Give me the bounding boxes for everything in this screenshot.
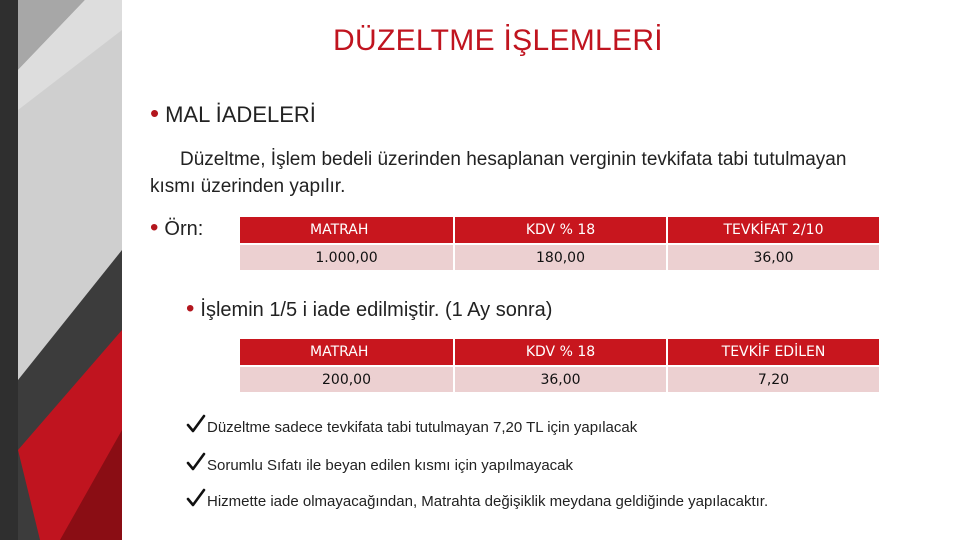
table-cell: 36,00 xyxy=(454,366,667,392)
table-cell: 1.000,00 xyxy=(240,244,454,270)
example-table-2 xyxy=(240,339,881,392)
description-paragraph xyxy=(150,146,890,200)
example-label xyxy=(150,214,203,242)
return-note xyxy=(186,295,552,323)
table-header-cell: KDV % 18 xyxy=(454,217,667,244)
table-header-row xyxy=(240,339,880,366)
bullet-icon: • xyxy=(150,98,160,128)
decorative-left-band xyxy=(0,0,130,540)
section-heading-label: MAL İADELERİ xyxy=(165,102,316,127)
checkmark-icon xyxy=(186,452,206,472)
table-header-cell: MATRAH xyxy=(240,339,454,366)
table-cell: 200,00 xyxy=(240,366,454,392)
bullet-icon: • xyxy=(186,295,195,322)
table-row xyxy=(240,366,880,392)
check-item xyxy=(186,414,637,436)
check-item-text: Sorumlu Sıfatı ile beyan edilen kısmı için yapılmayacak xyxy=(207,457,573,474)
check-item-text: Düzeltme sadece tevkifata tabi tutulmayan 7,20 TL için yapılacak xyxy=(207,419,638,436)
example-label-text: Örn: xyxy=(164,218,204,240)
example-table-1 xyxy=(240,217,881,270)
table-header-cell: MATRAH xyxy=(240,217,454,244)
table-cell: 36,00 xyxy=(667,244,880,270)
checkmark-icon xyxy=(186,488,206,508)
table-cell: 180,00 xyxy=(454,244,667,270)
table-header-cell: TEVKİF EDİLEN xyxy=(667,339,880,366)
check-item xyxy=(186,488,768,510)
check-item-text: Hizmette iade olmayacağından, Matrahta değişiklik meydana geldiğinde yapılacaktır. xyxy=(207,493,769,510)
table-header-row xyxy=(240,217,880,244)
table-header-cell: KDV % 18 xyxy=(454,339,667,366)
checkmark-icon xyxy=(186,414,206,434)
check-item xyxy=(186,452,573,474)
section-heading xyxy=(150,98,316,129)
table-cell: 7,20 xyxy=(667,366,880,392)
bullet-icon: • xyxy=(150,214,159,241)
table-header-cell: TEVKİFAT 2/10 xyxy=(667,217,880,244)
return-note-text: İşlemin 1/5 i iade edilmiştir. (1 Ay sonra) xyxy=(200,299,553,321)
description-text: Düzeltme, İşlem bedeli üzerinden hesaplanan verginin tevkifata tabi tutulmayan kısmı üzerinden yapılır. xyxy=(150,149,847,197)
table-row xyxy=(240,244,880,270)
page-title: DÜZELTME İŞLEMLERİ xyxy=(333,24,663,57)
